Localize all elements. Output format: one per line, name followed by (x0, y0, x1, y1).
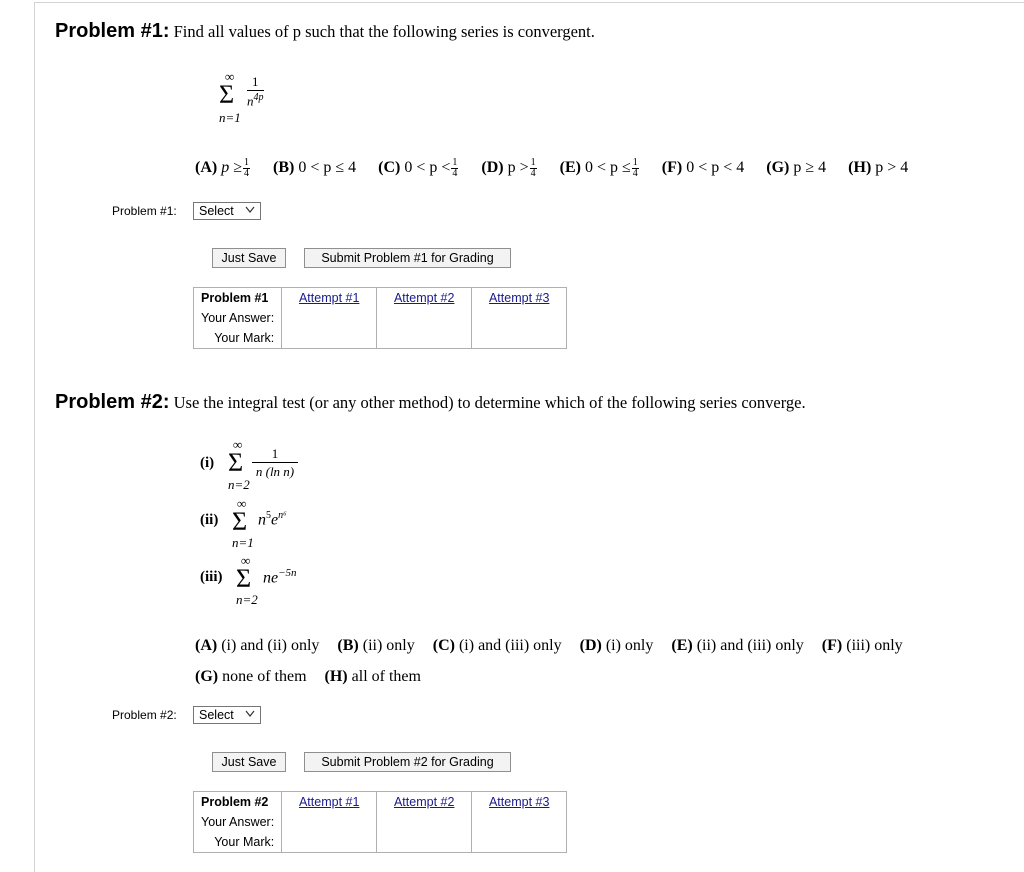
answer-cell (282, 308, 377, 328)
term-e-exponent: n⁶ (278, 510, 287, 521)
attempt-2-cell (377, 792, 472, 813)
frac-num: 1 (244, 157, 249, 168)
just-save-button[interactable]: Just Save (212, 248, 286, 268)
frac-num: 1 (530, 157, 536, 168)
answer-cell (282, 812, 377, 832)
problem-1-choices (195, 158, 908, 179)
fraction-numerator: 1 (271, 446, 279, 461)
choice-b-text: (ii) only (362, 637, 415, 654)
series-upper-limit: ∞ (241, 553, 251, 568)
your-answer-label: Your Answer: (194, 812, 282, 832)
series-fraction (247, 75, 264, 107)
choice-b-text: 0 < p ≤ 4 (298, 159, 357, 177)
choice-e-key: (E) (559, 159, 581, 177)
choice-c-key: (C) (432, 637, 455, 654)
choice-a-key: (A) (195, 159, 218, 177)
problem-2-answer-label: Problem #2: (112, 708, 177, 722)
frac-num: 1 (452, 157, 458, 168)
term-e: e (271, 511, 279, 529)
mark-cell (377, 832, 472, 853)
term-base: n (258, 511, 266, 529)
choice-h-key: (H) (324, 668, 348, 685)
choice-d-text: p > (507, 159, 529, 177)
attempt-1-cell (282, 288, 377, 309)
submit-problem-2-button[interactable]: Submit Problem #2 for Grading (304, 752, 511, 772)
series-ii-label: (ii) (200, 512, 219, 528)
term-exponent: 5 (266, 510, 271, 521)
series-iii-term (263, 567, 297, 587)
frac-num: 1 (632, 157, 638, 168)
your-answer-label: Your Answer: (194, 308, 282, 328)
table-header: Problem #2 (194, 792, 282, 813)
problem-2-answer-select[interactable] (193, 706, 261, 724)
frac-den: 4 (244, 168, 249, 179)
choice-c-key: (C) (378, 159, 401, 177)
series-ii-term (258, 510, 287, 529)
problem-2-question: Use the integral test (or any other method) to determine which of the following series converge. (173, 393, 806, 412)
series-i-label: (i) (200, 455, 215, 471)
attempt-2-link[interactable]: Attempt #2 (393, 291, 455, 305)
problem-1-answer-select[interactable] (193, 202, 261, 220)
problem-1-heading (55, 20, 595, 43)
choice-g-text: none of them (222, 668, 307, 685)
choice-h-text: p > 4 (875, 159, 909, 177)
term-base: ne (263, 569, 279, 587)
mark-cell (377, 328, 472, 349)
attempt-3-cell (472, 792, 567, 813)
choice-f-text: 0 < p < 4 (686, 159, 745, 177)
problem-2-attempts-table (193, 791, 567, 853)
problem-2-choices-line-2 (195, 668, 421, 686)
just-save-button[interactable]: Just Save (212, 752, 286, 772)
frac-den: 4 (530, 168, 536, 179)
submit-problem-1-button[interactable]: Submit Problem #1 for Grading (304, 248, 511, 268)
choice-b-key: (B) (273, 159, 295, 177)
your-mark-label: Your Mark: (194, 832, 282, 853)
problem-2-choices-line-1 (195, 637, 903, 655)
choice-d-key: (D) (579, 637, 602, 654)
choice-e-text: (ii) and (iii) only (696, 637, 804, 654)
choice-f-key: (F) (661, 159, 683, 177)
mark-cell (282, 832, 377, 853)
choice-a-fraction (243, 158, 250, 179)
series-lower-limit: n=1 (219, 110, 241, 125)
content-frame (34, 2, 1024, 872)
choice-c-text: 0 < p < (404, 159, 451, 177)
problem-2-heading (55, 391, 806, 414)
choice-f-text: (iii) only (846, 637, 903, 654)
frac-den: 4 (632, 168, 638, 179)
answer-cell (377, 308, 472, 328)
table-header: Problem #1 (194, 288, 282, 309)
fraction-numerator: 1 (252, 74, 259, 89)
attempt-1-link[interactable]: Attempt #1 (298, 291, 360, 305)
series-lower-limit: n=1 (232, 535, 254, 550)
frac-den: 4 (452, 168, 458, 179)
mark-cell (472, 832, 567, 853)
sigma-symbol: Σ (219, 80, 235, 109)
choice-b-key: (B) (337, 637, 359, 654)
series-iii-label: (iii) (200, 569, 223, 585)
sigma-symbol: Σ (228, 448, 244, 477)
series-lower-limit: n=2 (236, 592, 258, 607)
choice-g-key: (G) (766, 159, 790, 177)
mark-cell (472, 328, 567, 349)
choice-a-key: (A) (195, 637, 218, 654)
fraction-denominator: n (ln n) (252, 462, 298, 478)
attempt-2-cell (377, 288, 472, 309)
attempt-3-cell (472, 288, 567, 309)
answer-cell (472, 812, 567, 832)
choice-e-fraction (632, 158, 639, 179)
problem-1-number: Problem #1: (55, 20, 170, 42)
series-upper-limit: ∞ (225, 69, 235, 84)
term-exponent: −5n (278, 567, 297, 579)
choice-e-key: (E) (671, 637, 693, 654)
series-lower-limit: n=2 (228, 477, 250, 492)
choice-a-text: p ≥ (221, 159, 242, 177)
choice-d-fraction (530, 158, 537, 179)
problem-1-attempts-table (193, 287, 567, 349)
choice-g-text: p ≥ 4 (793, 159, 827, 177)
select-value: Select (199, 204, 234, 218)
fraction-denominator: $n^{4p}$ (247, 92, 264, 109)
attempt-3-link[interactable]: Attempt #3 (488, 291, 550, 305)
attempt-1-link[interactable]: Attempt #1 (298, 795, 360, 809)
chevron-down-icon (245, 206, 255, 214)
select-value: Select (199, 708, 234, 722)
choice-a-text: (i) and (ii) only (221, 637, 320, 654)
series-fraction (252, 447, 298, 478)
sigma-symbol: Σ (236, 564, 252, 593)
attempt-3-link[interactable]: Attempt #3 (488, 795, 550, 809)
your-mark-label: Your Mark: (194, 328, 282, 349)
choice-f-key: (F) (821, 637, 843, 654)
choice-h-key: (H) (848, 159, 872, 177)
answer-cell (377, 812, 472, 832)
choice-d-text: (i) only (605, 637, 654, 654)
problem-1-answer-label: Problem #1: (112, 204, 177, 218)
chevron-down-icon (245, 710, 255, 718)
problem-2-number: Problem #2: (55, 391, 170, 413)
mark-cell (282, 328, 377, 349)
choice-d-key: (D) (481, 159, 504, 177)
sigma-symbol: Σ (232, 507, 248, 536)
choice-g-key: (G) (195, 668, 219, 685)
series-upper-limit: ∞ (237, 496, 247, 511)
choice-h-text: all of them (351, 668, 421, 685)
choice-c-fraction (451, 158, 458, 179)
attempt-2-link[interactable]: Attempt #2 (393, 795, 455, 809)
problem-1-question: Find all values of p such that the following series is convergent. (173, 22, 595, 41)
answer-cell (472, 308, 567, 328)
choice-e-text: 0 < p ≤ (584, 159, 631, 177)
attempt-1-cell (282, 792, 377, 813)
series-upper-limit: ∞ (233, 437, 243, 452)
choice-c-text: (i) and (iii) only (458, 637, 562, 654)
